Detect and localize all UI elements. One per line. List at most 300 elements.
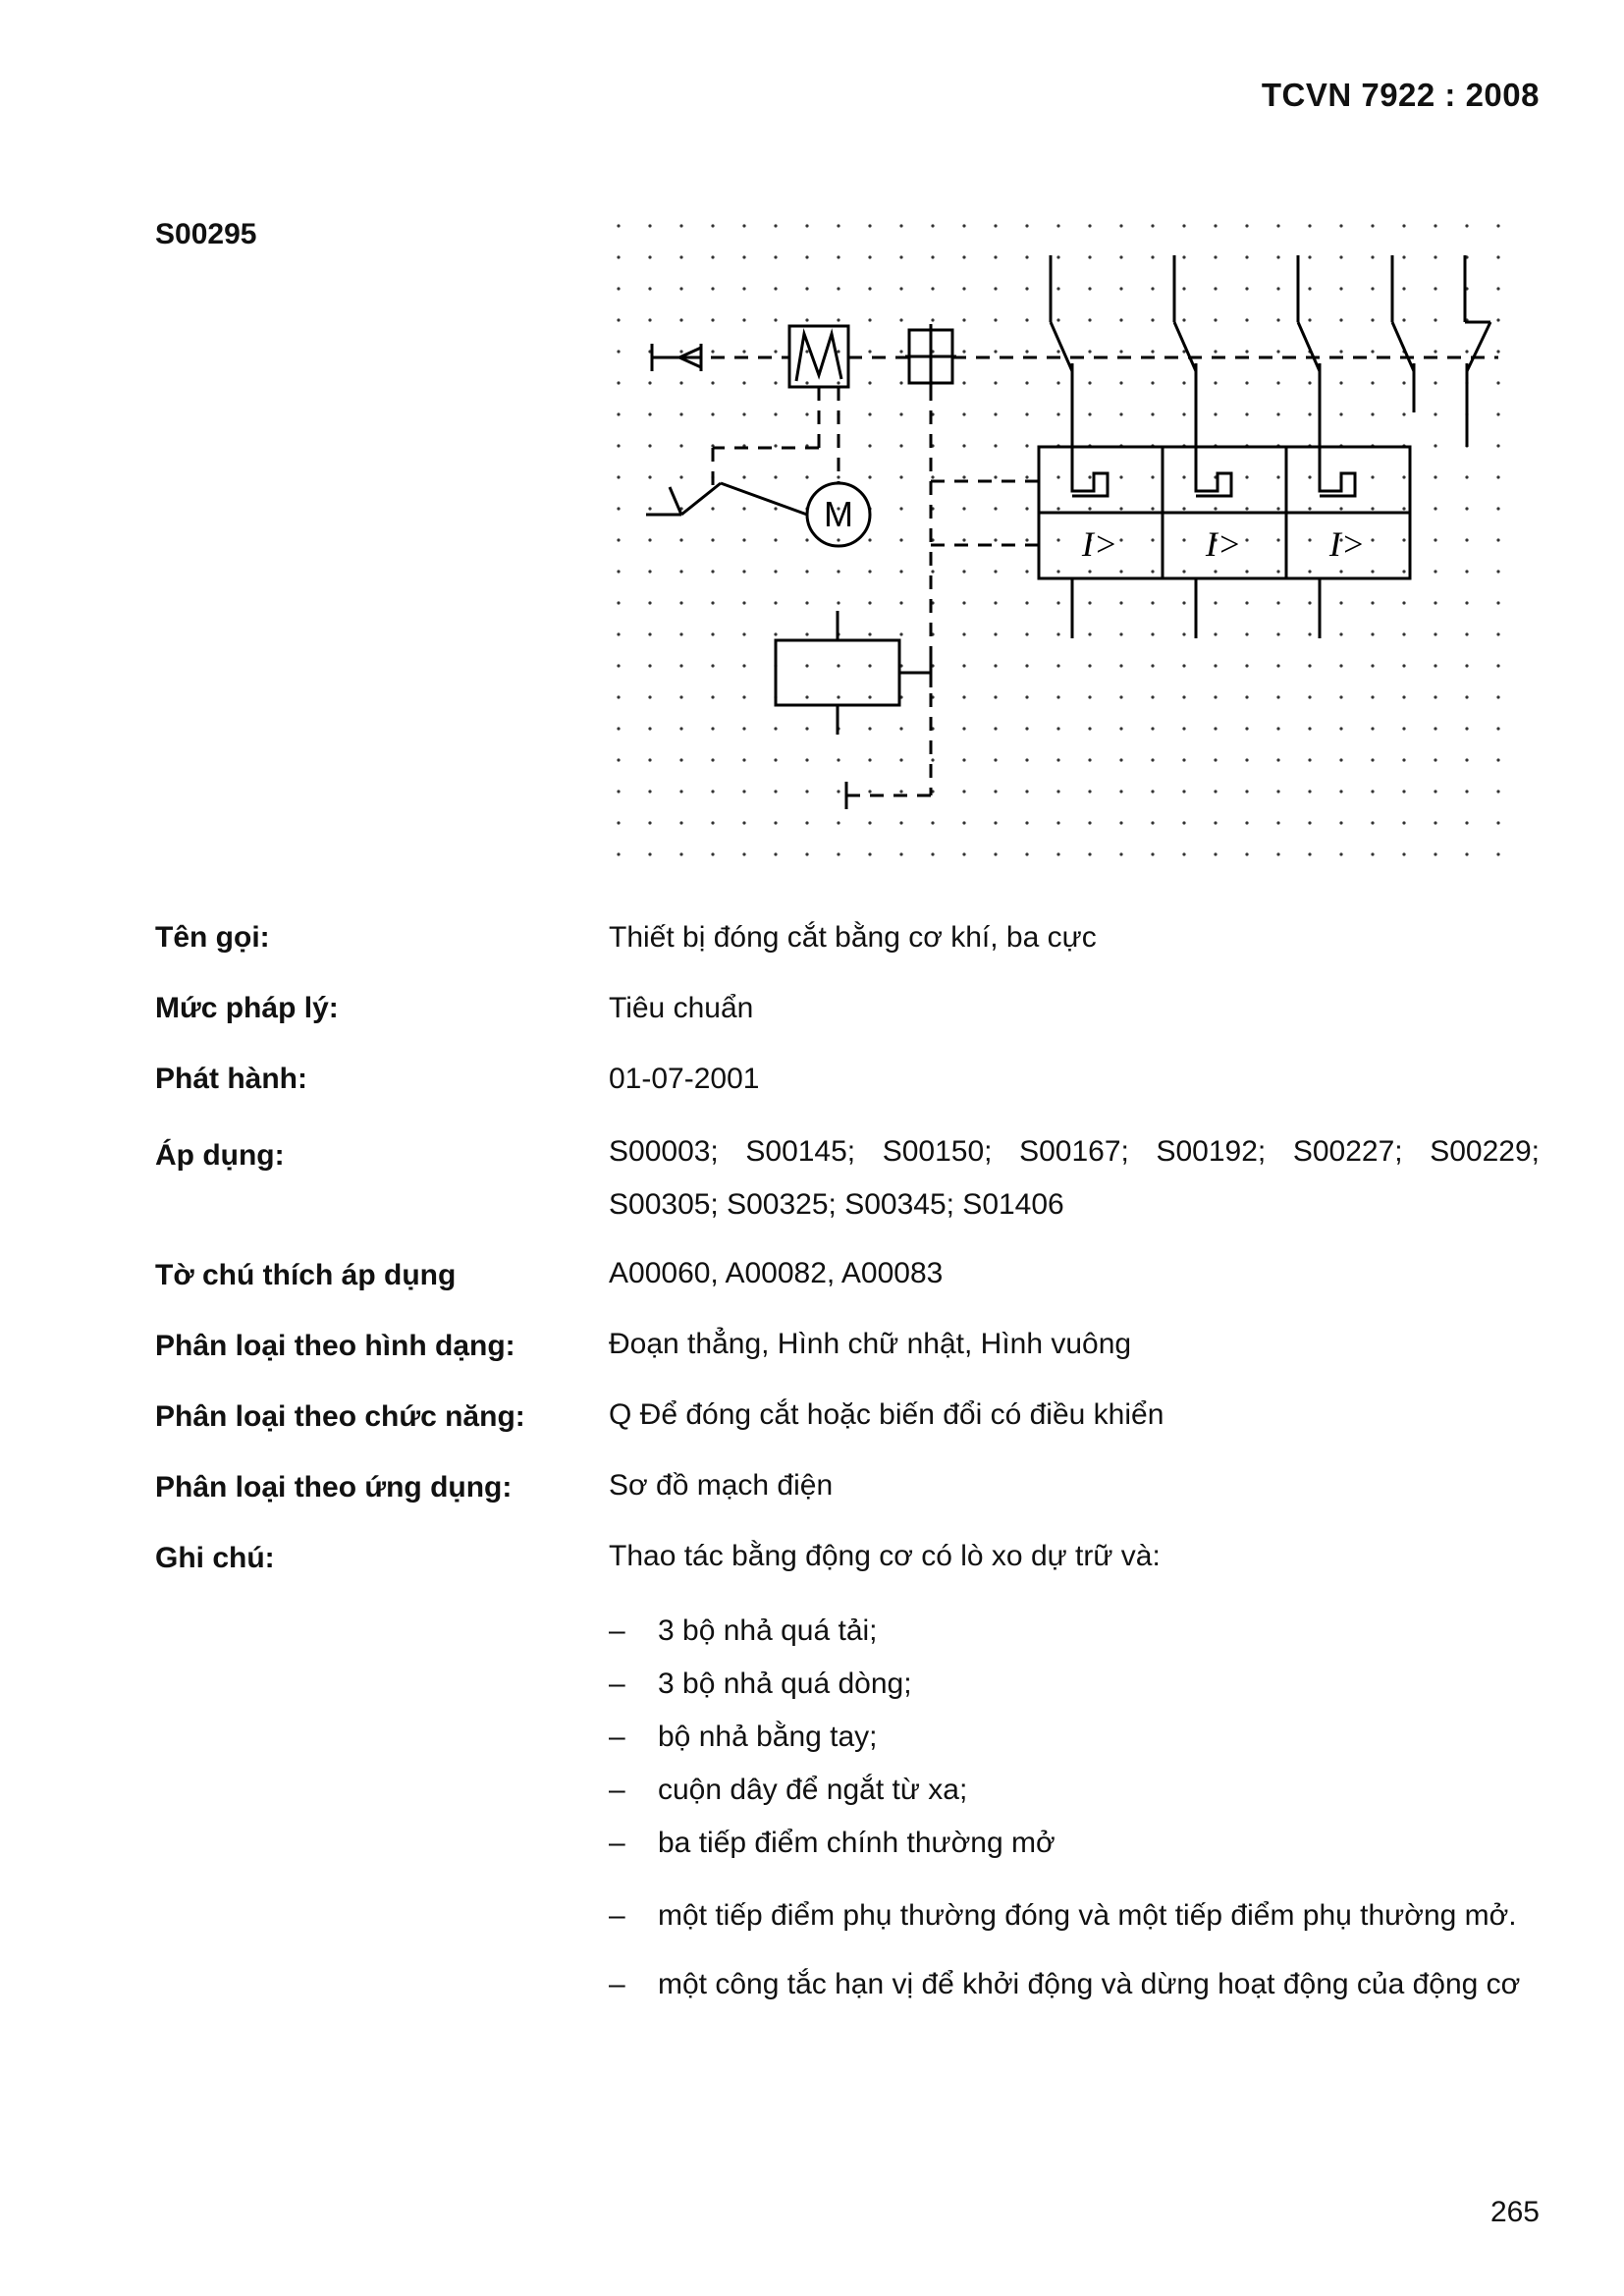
grid-dot bbox=[1214, 224, 1217, 227]
grid-dot bbox=[1245, 695, 1248, 698]
grid-dot bbox=[1434, 758, 1436, 761]
grid-dot bbox=[711, 538, 714, 541]
note-dash: – bbox=[609, 1968, 625, 2000]
grid-dot bbox=[774, 570, 777, 573]
auxiliary-contacts bbox=[1392, 255, 1490, 447]
grid-dot bbox=[1214, 507, 1217, 510]
grid-dot bbox=[962, 727, 965, 730]
grid-dot bbox=[1402, 412, 1405, 415]
grid-dot bbox=[1245, 224, 1248, 227]
grid-dot bbox=[1151, 601, 1154, 604]
motor-label: M bbox=[824, 494, 853, 534]
grid-dot bbox=[742, 664, 745, 667]
grid-dot bbox=[1119, 852, 1122, 855]
grid-dot bbox=[648, 852, 651, 855]
grid-dot bbox=[1308, 381, 1311, 384]
grid-dot bbox=[1371, 790, 1374, 793]
grid-dot bbox=[1214, 318, 1217, 321]
grid-dot bbox=[1056, 601, 1059, 604]
grid-dot bbox=[679, 255, 682, 258]
grid-dot bbox=[1402, 695, 1405, 698]
grid-dot bbox=[994, 255, 997, 258]
grid-dot bbox=[1151, 758, 1154, 761]
grid-dot bbox=[1245, 570, 1248, 573]
grid-dot bbox=[617, 475, 620, 478]
grid-dot bbox=[837, 852, 839, 855]
grid-dot bbox=[1371, 538, 1374, 541]
grid-dot bbox=[1025, 444, 1028, 447]
grid-dot bbox=[774, 507, 777, 510]
note-dash: – bbox=[609, 1899, 625, 1932]
grid-dot bbox=[1182, 790, 1185, 793]
grid-dot bbox=[1214, 601, 1217, 604]
grid-dot bbox=[1056, 695, 1059, 698]
grid-dot bbox=[1276, 790, 1279, 793]
grid-dot bbox=[1308, 727, 1311, 730]
grid-dot bbox=[1245, 507, 1248, 510]
page-number: 265 bbox=[1489, 2196, 1540, 2228]
grid-dot bbox=[711, 601, 714, 604]
grid-dot bbox=[617, 318, 620, 321]
grid-dot bbox=[1339, 601, 1342, 604]
grid-dot bbox=[1025, 538, 1028, 541]
grid-dot bbox=[868, 255, 871, 258]
grid-dot bbox=[1214, 664, 1217, 667]
grid-dot bbox=[1119, 821, 1122, 824]
grid-dot bbox=[868, 664, 871, 667]
grid-dot bbox=[899, 758, 902, 761]
grid-dot bbox=[711, 790, 714, 793]
remote-trip-coil bbox=[776, 611, 931, 735]
grid-dot bbox=[1339, 350, 1342, 353]
grid-dot bbox=[1371, 255, 1374, 258]
grid-dot bbox=[648, 821, 651, 824]
field-label-annotation-sheets: Tờ chú thích áp dụng bbox=[155, 1259, 457, 1291]
grid-dot bbox=[805, 632, 808, 635]
grid-dot bbox=[617, 821, 620, 824]
field-value-applies-line1: S00003; S00145; S00150; S00167; S00192; S00227; S00229; bbox=[609, 1135, 1540, 1168]
grid-dot bbox=[1245, 475, 1248, 478]
grid-dot bbox=[931, 758, 934, 761]
grid-dot bbox=[805, 727, 808, 730]
grid-dot bbox=[1496, 632, 1499, 635]
grid-dot bbox=[1465, 224, 1468, 227]
note-text: 3 bộ nhả quá dòng; bbox=[658, 1667, 912, 1700]
grid-dot bbox=[1434, 255, 1436, 258]
grid-dot bbox=[1056, 821, 1059, 824]
grid-dot bbox=[837, 350, 839, 353]
grid-dot bbox=[962, 664, 965, 667]
grid-dot bbox=[994, 381, 997, 384]
grid-dot bbox=[805, 695, 808, 698]
grid-dot bbox=[1434, 350, 1436, 353]
grid-dot bbox=[679, 695, 682, 698]
field-label-issued: Phát hành: bbox=[155, 1063, 307, 1095]
grid-dot bbox=[1056, 758, 1059, 761]
grid-dot bbox=[837, 570, 839, 573]
grid-dot bbox=[962, 695, 965, 698]
grid-dot bbox=[1245, 632, 1248, 635]
grid-dot bbox=[837, 758, 839, 761]
grid-dot bbox=[774, 381, 777, 384]
grid-dot bbox=[1245, 727, 1248, 730]
grid-dot bbox=[1182, 538, 1185, 541]
grid-dot bbox=[1496, 475, 1499, 478]
grid-dot bbox=[868, 318, 871, 321]
grid-dot bbox=[962, 507, 965, 510]
grid-dot bbox=[1465, 695, 1468, 698]
grid-dot bbox=[1276, 350, 1279, 353]
grid-dot bbox=[1276, 538, 1279, 541]
note-item bbox=[609, 1899, 1551, 1933]
grid-dot bbox=[1496, 727, 1499, 730]
note-dash: – bbox=[609, 1614, 625, 1647]
grid-dot bbox=[1119, 507, 1122, 510]
grid-dot bbox=[1025, 570, 1028, 573]
grid-dot bbox=[1119, 695, 1122, 698]
grid-dot bbox=[1088, 852, 1091, 855]
grid-dot bbox=[742, 318, 745, 321]
grid-dot bbox=[1308, 852, 1311, 855]
grid-dot bbox=[1371, 727, 1374, 730]
grid-dot bbox=[1308, 664, 1311, 667]
grid-dot bbox=[1465, 475, 1468, 478]
grid-dot bbox=[1434, 475, 1436, 478]
grid-dot bbox=[1402, 790, 1405, 793]
grid-dot bbox=[1119, 790, 1122, 793]
grid-dot bbox=[679, 758, 682, 761]
grid-dot bbox=[1214, 790, 1217, 793]
grid-dot bbox=[617, 538, 620, 541]
grid-dot bbox=[742, 821, 745, 824]
grid-dot bbox=[1434, 381, 1436, 384]
grid-dot bbox=[1151, 287, 1154, 290]
grid-dot bbox=[711, 852, 714, 855]
grid-dot bbox=[1496, 318, 1499, 321]
grid-dot bbox=[679, 318, 682, 321]
grid-dot bbox=[1496, 758, 1499, 761]
grid-dot bbox=[617, 507, 620, 510]
grid-dot bbox=[1276, 695, 1279, 698]
grid-dot bbox=[805, 852, 808, 855]
grid-dot bbox=[1088, 475, 1091, 478]
grid-dot bbox=[742, 381, 745, 384]
grid-dot bbox=[837, 381, 839, 384]
grid-dot bbox=[1025, 475, 1028, 478]
grid-dot bbox=[648, 758, 651, 761]
grid-dot bbox=[994, 350, 997, 353]
grid-dot bbox=[1276, 727, 1279, 730]
grid-dot bbox=[1402, 287, 1405, 290]
grid-dot bbox=[1151, 381, 1154, 384]
note-item bbox=[609, 1667, 1551, 1701]
grid-dot bbox=[1496, 601, 1499, 604]
grid-dot bbox=[1056, 318, 1059, 321]
grid-dot bbox=[1245, 381, 1248, 384]
grid-dot bbox=[1434, 538, 1436, 541]
grid-dot bbox=[648, 695, 651, 698]
grid-dot bbox=[1119, 381, 1122, 384]
grid-dot bbox=[899, 790, 902, 793]
grid-dot bbox=[679, 632, 682, 635]
grid-dot bbox=[617, 852, 620, 855]
grid-dot bbox=[1025, 695, 1028, 698]
grid-dot bbox=[1182, 695, 1185, 698]
grid-dot bbox=[1496, 570, 1499, 573]
grid-dot bbox=[805, 821, 808, 824]
grid-dot bbox=[742, 507, 745, 510]
grid-dot bbox=[617, 412, 620, 415]
grid-dot bbox=[1371, 507, 1374, 510]
grid-dot bbox=[617, 350, 620, 353]
grid-dot bbox=[1119, 601, 1122, 604]
grid-dot bbox=[1339, 790, 1342, 793]
grid-dot bbox=[962, 318, 965, 321]
grid-dot bbox=[774, 444, 777, 447]
grid-dot bbox=[1025, 412, 1028, 415]
grid-dot bbox=[994, 318, 997, 321]
grid-dot bbox=[1151, 255, 1154, 258]
grid-dot bbox=[837, 318, 839, 321]
grid-dot bbox=[1182, 475, 1185, 478]
grid-dot bbox=[1182, 570, 1185, 573]
grid-dot bbox=[1088, 664, 1091, 667]
grid-dot bbox=[1496, 255, 1499, 258]
grid-dot bbox=[1182, 255, 1185, 258]
grid-dot bbox=[868, 412, 871, 415]
grid-dot bbox=[868, 821, 871, 824]
grid-dot bbox=[1308, 318, 1311, 321]
grid-dot bbox=[1496, 412, 1499, 415]
grid-dot bbox=[899, 475, 902, 478]
grid-dot bbox=[994, 287, 997, 290]
grid-dot bbox=[1119, 287, 1122, 290]
grid-dot bbox=[679, 601, 682, 604]
grid-dot bbox=[994, 507, 997, 510]
grid-dot bbox=[994, 601, 997, 604]
field-label-applies: Áp dụng: bbox=[155, 1139, 285, 1172]
grid-dot bbox=[1182, 507, 1185, 510]
grid-dot bbox=[1245, 664, 1248, 667]
grid-dot bbox=[1496, 381, 1499, 384]
grid-dot bbox=[774, 601, 777, 604]
grid-dot bbox=[1339, 727, 1342, 730]
grid-dot bbox=[868, 727, 871, 730]
grid-dot bbox=[1025, 664, 1028, 667]
grid-dot bbox=[617, 255, 620, 258]
grid-dot bbox=[1465, 758, 1468, 761]
grid-dot bbox=[1496, 507, 1499, 510]
grid-dot bbox=[1434, 632, 1436, 635]
grid-dot bbox=[1056, 632, 1059, 635]
grid-dot bbox=[1182, 821, 1185, 824]
grid-dot bbox=[742, 224, 745, 227]
grid-dot bbox=[1371, 287, 1374, 290]
grid-dot bbox=[1088, 318, 1091, 321]
grid-dot bbox=[1151, 318, 1154, 321]
grid-dot bbox=[774, 790, 777, 793]
grid-dot bbox=[648, 318, 651, 321]
grid-dot bbox=[742, 695, 745, 698]
grid-dot bbox=[774, 412, 777, 415]
grid-dot bbox=[774, 287, 777, 290]
grid-dot bbox=[1119, 570, 1122, 573]
grid-dot bbox=[1214, 821, 1217, 824]
grid-dot bbox=[617, 758, 620, 761]
grid-dot bbox=[1088, 350, 1091, 353]
grid-dot bbox=[1496, 350, 1499, 353]
grid-dot bbox=[679, 224, 682, 227]
grid-dot bbox=[1276, 852, 1279, 855]
grid-dot bbox=[1119, 350, 1122, 353]
note-text: một tiếp điểm phụ thường đóng và một tiếp điểm phụ thường mở. bbox=[658, 1899, 1517, 1932]
grid-dot bbox=[994, 570, 997, 573]
grid-dot bbox=[1402, 601, 1405, 604]
grid-dot bbox=[1151, 507, 1154, 510]
grid-dot bbox=[1276, 601, 1279, 604]
manual-release-symbol bbox=[652, 344, 701, 371]
grid-dot bbox=[899, 727, 902, 730]
grid-dot bbox=[679, 475, 682, 478]
grid-dot bbox=[1182, 632, 1185, 635]
grid-dot bbox=[1308, 821, 1311, 824]
grid-dot bbox=[805, 318, 808, 321]
overcurrent-release-label-1: I> bbox=[1081, 524, 1118, 564]
grid-dot bbox=[1434, 821, 1436, 824]
grid-dot bbox=[1371, 475, 1374, 478]
note-text: cuộn dây để ngắt từ xa; bbox=[658, 1774, 968, 1806]
grid-dot bbox=[1056, 475, 1059, 478]
grid-dot bbox=[617, 444, 620, 447]
grid-dot bbox=[1402, 318, 1405, 321]
grid-dot bbox=[1025, 287, 1028, 290]
grid-dot bbox=[994, 821, 997, 824]
grid-dot bbox=[837, 538, 839, 541]
grid-dot bbox=[1402, 570, 1405, 573]
grid-dot bbox=[837, 224, 839, 227]
grid-dot bbox=[1496, 852, 1499, 855]
grid-dot bbox=[899, 318, 902, 321]
grid-dot bbox=[774, 632, 777, 635]
grid-dot bbox=[1465, 350, 1468, 353]
grid-dot bbox=[1371, 350, 1374, 353]
grid-dot bbox=[742, 255, 745, 258]
grid-dot bbox=[1025, 255, 1028, 258]
grid-dot bbox=[1371, 601, 1374, 604]
field-value-notes: Thao tác bằng động cơ có lò xo dự trữ và: bbox=[609, 1540, 1161, 1572]
grid-dot bbox=[1339, 821, 1342, 824]
grid-dot bbox=[931, 821, 934, 824]
grid-dot bbox=[742, 570, 745, 573]
grid-dot bbox=[962, 224, 965, 227]
grid-dot bbox=[1434, 412, 1436, 415]
note-dash: – bbox=[609, 1827, 625, 1859]
grid-dot bbox=[1276, 224, 1279, 227]
grid-dot bbox=[774, 538, 777, 541]
grid-dot bbox=[1151, 632, 1154, 635]
grid-dot bbox=[1088, 601, 1091, 604]
note-item bbox=[609, 1721, 1551, 1754]
note-item bbox=[609, 1614, 1551, 1648]
field-label-application-class: Phân loại theo ứng dụng: bbox=[155, 1471, 513, 1503]
grid-dot bbox=[837, 790, 839, 793]
grid-dot bbox=[1434, 727, 1436, 730]
grid-dot bbox=[648, 255, 651, 258]
grid-dot bbox=[1308, 570, 1311, 573]
grid-dot bbox=[1056, 570, 1059, 573]
grid-dot bbox=[1151, 538, 1154, 541]
grid-dot bbox=[648, 790, 651, 793]
overcurrent-release-label-3: I> bbox=[1328, 524, 1366, 564]
grid-dot bbox=[1151, 350, 1154, 353]
grid-dot bbox=[679, 727, 682, 730]
grid-dot bbox=[711, 255, 714, 258]
grid-dot bbox=[1182, 318, 1185, 321]
grid-dot bbox=[1182, 224, 1185, 227]
grid-dot bbox=[1465, 821, 1468, 824]
grid-dot bbox=[1434, 318, 1436, 321]
grid-dot bbox=[1214, 727, 1217, 730]
grid-dot bbox=[1182, 287, 1185, 290]
grid-dot bbox=[1056, 224, 1059, 227]
grid-dot bbox=[1465, 727, 1468, 730]
grid-dot bbox=[711, 350, 714, 353]
grid-dot bbox=[1119, 664, 1122, 667]
grid-dot bbox=[711, 412, 714, 415]
grid-dot bbox=[1056, 255, 1059, 258]
grid-dot bbox=[837, 287, 839, 290]
grid-dot bbox=[617, 664, 620, 667]
grid-dot bbox=[1339, 381, 1342, 384]
grid-dot bbox=[868, 570, 871, 573]
grid-dot bbox=[1276, 318, 1279, 321]
grid-dot bbox=[1182, 852, 1185, 855]
grid-dot bbox=[1119, 255, 1122, 258]
grid-dot bbox=[837, 475, 839, 478]
grid-dot bbox=[1119, 538, 1122, 541]
grid-dot bbox=[1465, 507, 1468, 510]
grid-dot bbox=[1465, 538, 1468, 541]
grid-dot bbox=[1276, 507, 1279, 510]
grid-dot bbox=[1119, 412, 1122, 415]
grid-dot bbox=[711, 381, 714, 384]
grid-dot bbox=[1025, 632, 1028, 635]
grid-dot bbox=[899, 570, 902, 573]
grid-dot bbox=[805, 475, 808, 478]
grid-dot bbox=[617, 790, 620, 793]
note-dash: – bbox=[609, 1667, 625, 1700]
grid-dot bbox=[648, 570, 651, 573]
grid-dot bbox=[742, 852, 745, 855]
note-text: một công tắc hạn vị để khởi động và dừng hoạt động của động cơ bbox=[658, 1968, 1521, 2000]
grid-dot bbox=[648, 224, 651, 227]
grid-dot bbox=[742, 790, 745, 793]
grid-dot bbox=[868, 381, 871, 384]
grid-dot bbox=[1119, 318, 1122, 321]
grid-dot bbox=[899, 350, 902, 353]
grid-dot bbox=[868, 287, 871, 290]
grid-dot bbox=[1371, 632, 1374, 635]
grid-dot bbox=[1214, 852, 1217, 855]
grid-dot bbox=[1245, 350, 1248, 353]
grid-dot bbox=[1276, 664, 1279, 667]
grid-dot bbox=[899, 507, 902, 510]
grid-dot bbox=[1276, 475, 1279, 478]
grid-dot bbox=[1214, 381, 1217, 384]
grid-dot bbox=[1025, 601, 1028, 604]
grid-dot bbox=[962, 287, 965, 290]
grid-dot bbox=[1402, 632, 1405, 635]
